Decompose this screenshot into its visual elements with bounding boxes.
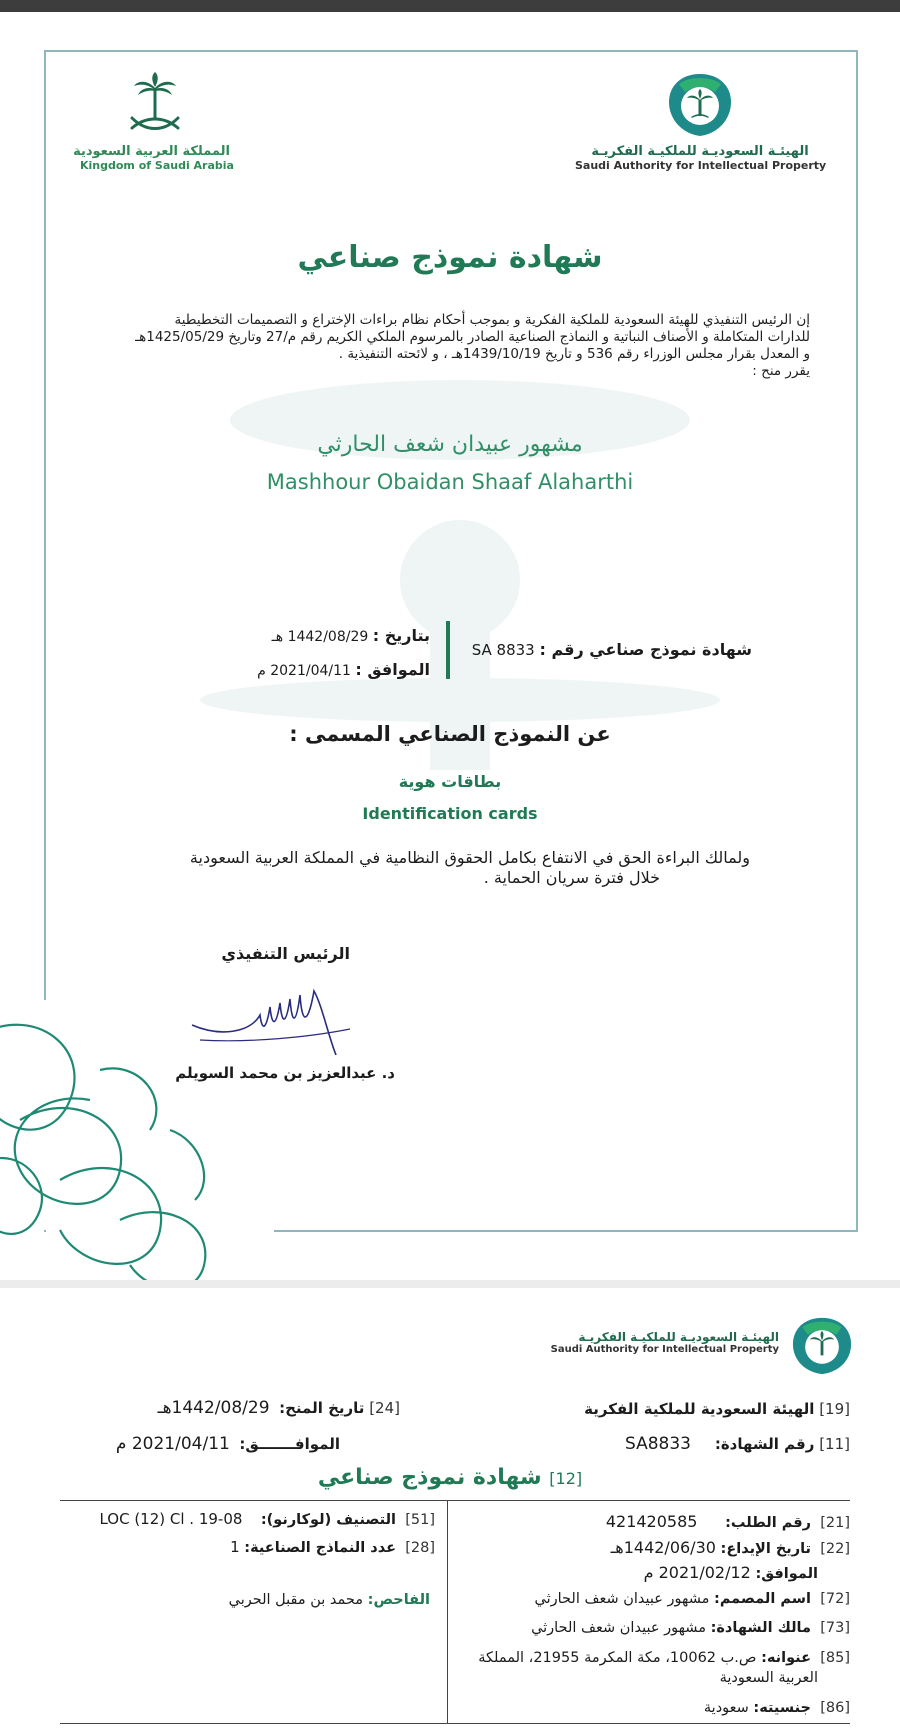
saip-name-en: Saudi Authority for Intellectual Property [550,1344,779,1355]
examiner-value: محمد بن مقبل الحربي [228,1592,364,1608]
grantee-name-en: Mashhour Obaidan Shaaf Alaharthi [266,470,634,494]
design-name-en: Identification cards [362,804,538,823]
saip-name-en: Saudi Authority for Intellectual Property [575,159,827,172]
filing-date-label: تاريخ الإيداع: [720,1541,811,1557]
saip-name-ar: الهيئـة السعوديـة للملكيـة الفكريـة [591,144,809,159]
design-heading: عن النموذج الصناعي المسمى : [289,722,611,746]
inid-code: [72] [820,1591,850,1607]
table-column-rule [447,1500,448,1723]
examiner-label: الفاحص: [367,1592,430,1608]
kingdom-name-ar: المملكة العربية السعودية [73,144,230,159]
palm-swords-emblem-icon [120,70,190,140]
grant-corresponding-value: 2021/04/11 م [115,1434,230,1454]
certificate-number-block [470,640,752,659]
certificate-number-row [470,1434,850,1454]
certificate-number: SA 8833 [471,641,535,659]
filing-date-value: 1442/06/30هـ [610,1538,716,1557]
preamble-line: و المعدل بقرار مجلس الوزراء رقم 536 و تاريخ 1439/10/19هـ ، و لائحته التنفيذية . [338,346,810,362]
grant-date-value: 1442/08/29هـ [157,1398,270,1418]
design-count-value: 1 [230,1538,240,1556]
signer-name: د. عبدالعزيز بن محمد السويلم [175,1064,395,1082]
grant-corresponding-row [70,1434,400,1454]
inid-code: [12] [549,1469,583,1488]
corresponding-label: الموافق : [355,660,430,679]
preamble-line: للدارات المتكاملة و الأصناف النباتية و النماذج الصناعية الصادر بالمرسوم الملكي الكريم رقم م/27 وتاريخ 1425/05/29هـ [135,329,810,345]
filing-corresponding-value: 2021/02/12 م [643,1563,751,1582]
saip-name-ar: الهيئـة السعوديـة للملكيـة الفكريـة [578,1330,779,1344]
signer-title: الرئيس التنفيذي [221,944,350,963]
certificate-number-value: SA8833 [624,1434,691,1454]
inid-code: [11] [819,1435,850,1453]
grant-date-label: تاريخ المنح: [279,1399,365,1417]
bibliographic-title [200,1465,700,1490]
designer-value: مشهور عبيدان شعف الحارثي [534,1591,710,1607]
design-count-row [80,1538,435,1556]
filing-corresponding-label: الموافق: [755,1566,818,1582]
inid-code: [51] [405,1512,435,1528]
inid-code: [24] [369,1399,400,1417]
address-row [470,1650,850,1666]
owner-row [470,1620,850,1636]
grant-date-row [70,1398,400,1418]
inid-code: [19] [819,1400,850,1418]
page-separator [0,1280,900,1288]
inid-code: [85] [820,1650,850,1666]
reference-divider [446,621,450,679]
saip-logo-small [550,1316,855,1376]
certificate-number-label: رقم الشهادة: [714,1435,815,1453]
certificate-number-label: شهادة نموذج صناعي رقم : [539,640,752,659]
designer-label: اسم المصمم: [714,1591,811,1607]
grantee-name-ar: مشهور عبيدان شعف الحارثي [317,432,583,457]
application-number-value: 421420585 [605,1512,698,1531]
palm-watermark-icon [180,360,740,780]
filing-corresponding-row [470,1563,818,1582]
inid-code: [22] [820,1541,850,1557]
address-value: العربية السعودية [719,1670,818,1686]
owner-value: مشهور عبيدان شعف الحارثي [531,1620,706,1636]
rights-line: خلال فترة سريان الحماية . [483,868,660,887]
application-number-label: رقم الطلب: [725,1515,811,1531]
classification-row [80,1510,435,1528]
date-label: بتاريخ : [372,626,430,645]
design-count-label: عدد النماذج الصناعية: [244,1540,396,1556]
inid-code: [28] [405,1540,435,1556]
date-hijri: 1442/08/29 هـ [271,629,369,645]
window-top-bar [0,0,900,12]
preamble-line: إن الرئيس التنفيذي للهيئة السعودية للملكية الفكرية و بموجب أحكام نظام براءات الإختراع و التصميمات التخطيطية [174,312,810,328]
office-row [470,1400,850,1418]
table-bottom-rule [60,1723,850,1724]
grant-corresponding-label: الموافـــــــق: [239,1435,340,1453]
address-label: عنوانه: [761,1650,811,1666]
preamble [90,312,810,380]
examiner-row [80,1592,430,1608]
bibliographic-title-text: شهادة نموذج صناعي [317,1465,542,1490]
inid-code: [86] [820,1700,850,1716]
date-block [230,626,430,694]
certificate-title: شهادة نموذج صناعي [297,240,603,275]
signature-icon [190,985,370,1060]
office-name: الهيئة السعودية للملكية الفكرية [584,1400,815,1418]
address-row-continued [470,1670,818,1686]
table-top-rule [60,1500,850,1501]
nationality-label: جنسيته: [753,1700,811,1716]
filing-date-row [470,1538,850,1557]
saip-logo [575,70,825,195]
saip-emblem-icon [789,1316,855,1376]
saip-emblem-icon [665,70,735,140]
nationality-row [470,1700,850,1716]
classification-label: التصنيف (لوكارنو): [260,1512,396,1528]
certificate-frame-bottom [274,1230,856,1232]
owner-label: مالك الشهادة: [710,1620,811,1636]
classification-value: LOC (12) Cl . 19-08 [99,1510,243,1528]
application-number-row [470,1512,850,1531]
rights-statement [160,848,750,888]
inid-code: [73] [820,1620,850,1636]
nationality-value: سعودية [703,1700,749,1716]
kingdom-name-en: Kingdom of Saudi Arabia [80,159,234,172]
address-value: ص.ب 10062، مكة المكرمة 21955، المملكة [478,1650,757,1666]
designer-row [470,1591,850,1607]
kingdom-logo [73,70,234,195]
date-gregorian: 2021/04/11 م [257,663,351,679]
design-name-ar: بطاقات هوية [398,772,502,791]
inid-code: [21] [820,1515,850,1531]
preamble-line: يقرر منح : [752,363,810,379]
rights-line: ولمالك البراءة الحق في الانتفاع بكامل الحقوق النظامية في المملكة العربية السعودية [189,848,750,867]
